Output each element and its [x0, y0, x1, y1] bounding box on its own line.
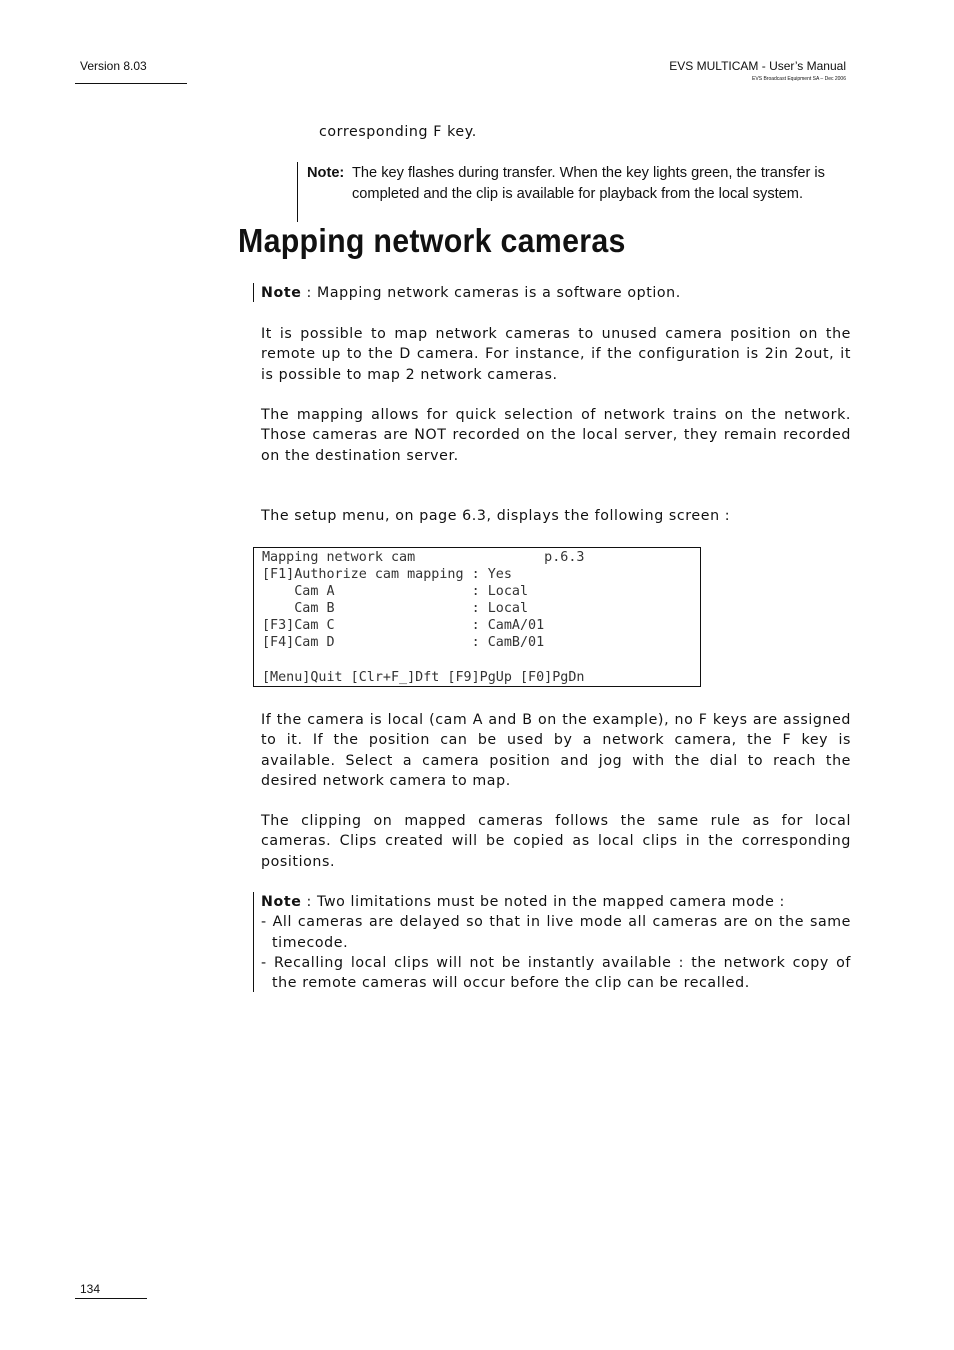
- header-version: Version 8.03: [80, 59, 147, 73]
- note-text: The key flashes during transfer. When the key lights green, the transfer is completed and the clip is available for playback from the local system.: [352, 165, 825, 202]
- list-item: - All cameras are delayed so that in live mode all cameras are on the same timecode.: [261, 914, 851, 951]
- note-limitations: [261, 892, 851, 993]
- note-change-bar: [253, 283, 254, 302]
- footer-rule: [75, 1298, 147, 1299]
- page-number: 134: [80, 1282, 101, 1296]
- note-label: Note: [261, 894, 302, 910]
- paragraph: The mapping allows for quick selection of network trains on the network. Those cameras are NOT recorded on the local server, they remain recorded on the destination server.: [261, 407, 851, 464]
- paragraph: The clipping on mapped cameras follows the same rule as for local cameras. Clips created will be copied as local clips in the corresponding positions.: [261, 813, 851, 870]
- note-label: Note: [261, 285, 302, 301]
- note-text: : Mapping network cameras is a software option.: [301, 285, 681, 301]
- screen-line: [F4]Cam D : CamB/01: [262, 635, 545, 650]
- note-text: : Two limitations must be noted in the mapped camera mode :: [301, 894, 785, 910]
- header-left-rule: [75, 83, 187, 84]
- continuation-text: corresponding F key.: [319, 124, 477, 140]
- note-change-bar: [253, 892, 254, 992]
- header-company: EVS Broadcast Equipment SA – Dec 2006: [752, 76, 846, 82]
- screen-line: Cam A : Local: [262, 584, 529, 599]
- paragraph: The setup menu, on page 6.3, displays the following screen :: [261, 508, 731, 524]
- note-intro: [261, 892, 851, 912]
- screen-line: [F3]Cam C : CamA/01: [262, 618, 545, 633]
- list-item: - Recalling local clips will not be instantly available : the network copy of the remote cameras will occur before the clip can be recalled.: [261, 954, 851, 992]
- header-manual-title: EVS MULTICAM - User’s Manual: [669, 59, 846, 73]
- section-title: Mapping network cameras: [238, 222, 626, 259]
- screen-line: Mapping network cam p.6.3: [262, 550, 585, 565]
- setup-menu-screen: [253, 547, 701, 687]
- paragraph: If the camera is local (cam A and B on the example), no F keys are assigned to it. If the position can be used by a network camera, the F key is available. Select a camera position and jog with the dial to reach the desired network camera to map.: [261, 712, 851, 789]
- screen-line: [Menu]Quit [Clr+F_]Dft [F9]PgUp [F0]PgDn: [262, 670, 585, 685]
- note-label: Note:: [307, 165, 345, 181]
- note-software-option: [261, 283, 851, 303]
- note-change-bar: [297, 162, 298, 222]
- paragraph: It is possible to map network cameras to unused camera position on the remote up to the D camera. For instance, if the configuration is 2in 2out, it is possible to map 2 network cameras.: [261, 326, 851, 383]
- note-transfer: [307, 163, 827, 205]
- screen-line: Cam B : Local: [262, 601, 529, 616]
- screen-line: [F1]Authorize cam mapping : Yes: [262, 567, 512, 582]
